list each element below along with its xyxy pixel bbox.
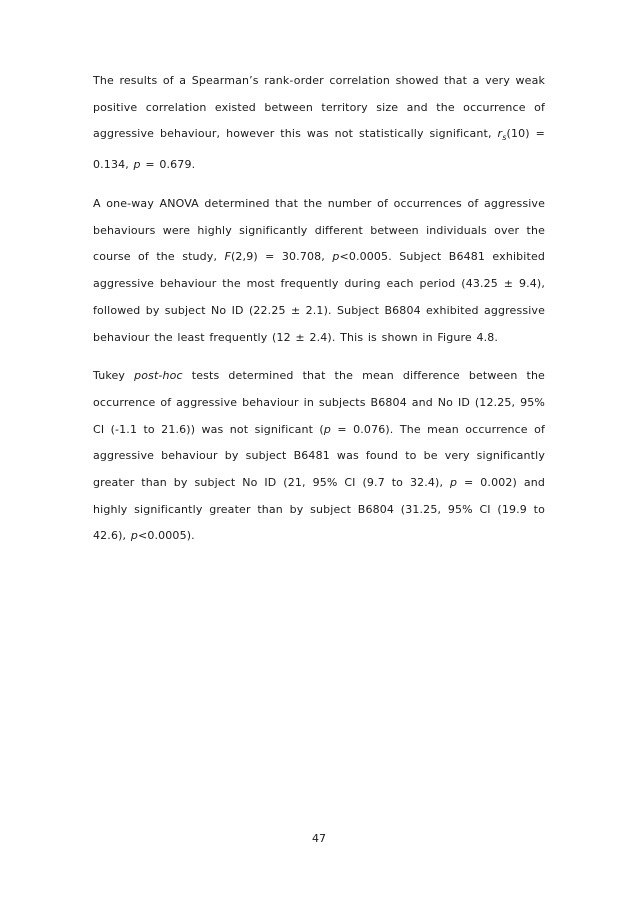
text-run: tests determined that the mean difference between the occurrence of aggressive behaviour in subjects B6804 and No ID (12.25, 95% CI (-1.1 to 21.6)) was not significant ( [93,369,545,436]
text-run: <0.0005). [137,529,195,543]
italic-text: p [332,250,340,264]
text-run: <0.0005. Subject B6481 exhibited aggressive behaviour the most frequently during each period (43.25 ± 9.4), followed by subject No ID (22.25 ± 2.1). Subject B6804 exhibited aggressive behaviour the least frequently (12 ± 2.4). This is shown in Figure 4.8. [93,250,545,344]
italic-text: post-hoc [134,369,183,383]
text-run: = 0.076). The mean occurrence of aggressive behaviour by subject B6481 was found to be very significantly greater than by subject No ID (21, 95% CI (9.7 to 32.4), [93,422,545,490]
body-text [93,68,545,562]
italic-text: p [133,158,141,172]
text-run: Tukey [93,369,135,383]
text-run: A one-way ANOVA determined that the number of occurrences of aggressive behaviours were highly significantly different between individuals over the course of the study, [93,197,545,264]
page-number: 47 [312,832,326,845]
paragraph [93,191,545,351]
paragraph [93,68,545,179]
italic-text: F [224,250,231,264]
italic-text: p [130,529,138,543]
text-run: (10) = 0.134, [93,127,545,172]
text-run: = 0.002) and highly significantly greater than by subject B6804 (31.25, 95% CI (19.9 to 42.6), [93,476,545,543]
text-run: (2,9) = 30.708, [230,250,333,264]
subscript-text: s [502,133,507,143]
text-run: The results of a Spearman’s rank-order correlation showed that a very weak positive correlation existed between territory size and the occurrence of aggressive behaviour, however this was not statistically significant, [93,74,545,141]
italic-text: p [450,476,458,490]
text-run: = 0.679. [140,158,196,172]
italic-text: r [497,127,503,141]
paragraph [93,363,545,550]
italic-text: p [323,422,332,436]
